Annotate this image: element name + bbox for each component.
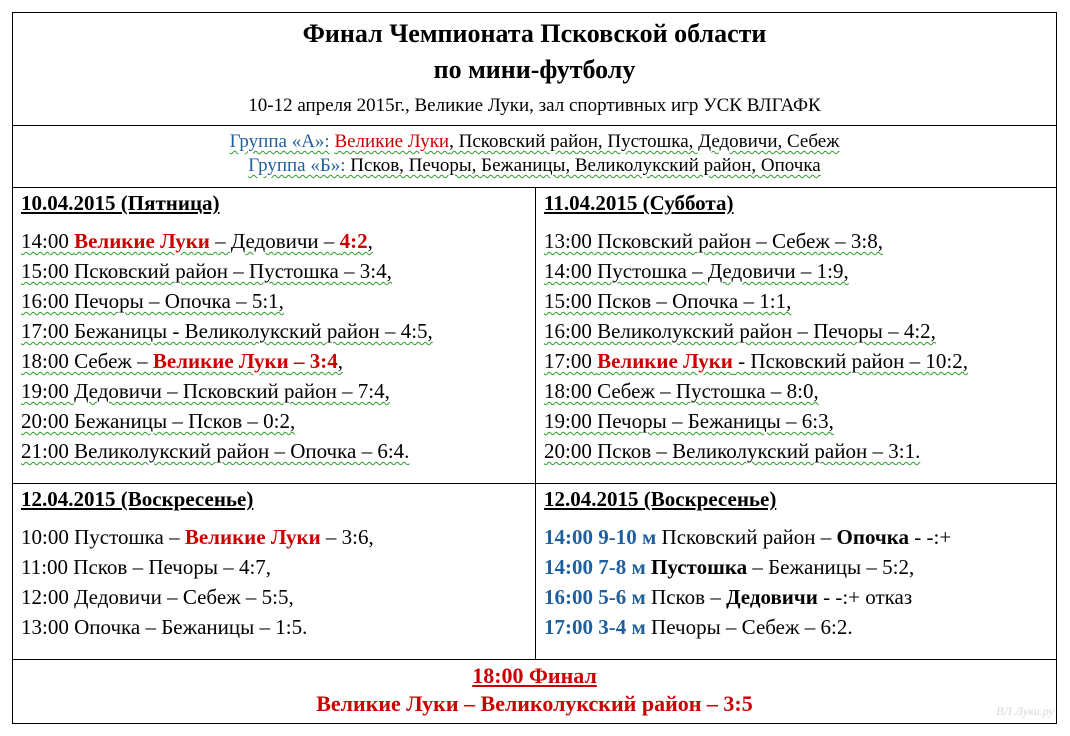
match-row: 12:00 Дедовичи – Себеж – 5:5, xyxy=(21,585,294,609)
column-divider xyxy=(535,187,536,659)
match-row: 14:00 Пустошка – Дедовичи – 1:9, xyxy=(544,259,849,283)
day2-block xyxy=(544,191,968,466)
match-row: 15:00 Псковский район – Пустошка – 3:4, xyxy=(21,259,392,283)
day3-date: 12.04.2015 (Воскресенье) xyxy=(21,487,254,511)
match-row: 15:00 Псков – Опочка – 1:1, xyxy=(544,289,792,313)
day4-block xyxy=(544,487,951,642)
group-a-line xyxy=(13,131,1056,153)
schedule-document xyxy=(12,12,1057,724)
match-row: 18:00 Себеж – Пустошка – 8:0, xyxy=(544,379,819,403)
final-time: 18:00 Финал xyxy=(472,663,597,688)
divider xyxy=(13,659,1056,660)
day4-date: 12.04.2015 (Воскресенье) xyxy=(544,487,777,511)
match-row: 18:00 Себеж – Великие Луки – 3:4, xyxy=(21,349,343,373)
match-row: 16:00 Печоры – Опочка – 5:1, xyxy=(21,289,284,313)
group-a-highlight: Великие Луки xyxy=(334,131,450,152)
match-row: 21:00 Великолукский район – Опочка – 6:4. xyxy=(21,439,410,463)
title-line-2: по мини-футболу xyxy=(433,55,636,84)
divider xyxy=(13,125,1056,126)
match-row: 17:00 3-4 м Печоры – Себеж – 6:2. xyxy=(544,615,853,639)
match-row: 14:00 Великие Луки – Дедовичи – 4:2, xyxy=(21,229,373,253)
group-b-teams: Псков, Печоры, Бежаницы, Великолукский район, Опочка xyxy=(345,155,821,176)
match-row: 17:00 Бежаницы - Великолукский район – 4:5, xyxy=(21,319,433,343)
group-b-label: Группа «Б»: xyxy=(248,155,346,176)
day1-date: 10.04.2015 (Пятница) xyxy=(21,191,220,215)
group-a-label: Группа «А»: xyxy=(229,131,330,152)
group-a-teams: , Псковский район, Пустошка, Дедовичи, Себеж xyxy=(449,131,840,152)
match-row: 20:00 Бежаницы – Псков – 0:2, xyxy=(21,409,296,433)
match-row: 13:00 Псковский район – Себеж – 3:8, xyxy=(544,229,883,253)
match-row: 14:00 7-8 м Пустошка – Бежаницы – 5:2, xyxy=(544,555,915,579)
day2-date: 11.04.2015 (Суббота) xyxy=(544,191,734,215)
match-row: 19:00 Дедовичи – Псковский район – 7:4, xyxy=(21,379,390,403)
watermark: ВЛ Луки.ру xyxy=(996,704,1054,718)
subtitle: 10-12 апреля 2015г., Великие Луки, зал спортивных игр УСК ВЛГАФК xyxy=(248,95,821,116)
title-line-1: Финал Чемпионата Псковской области xyxy=(302,19,767,48)
day3-block xyxy=(21,487,374,642)
match-row: 11:00 Псков – Печоры – 4:7, xyxy=(21,555,272,579)
match-row: 13:00 Опочка – Бежаницы – 1:5. xyxy=(21,615,308,639)
day1-block xyxy=(21,191,433,466)
match-row: 17:00 Великие Луки - Псковский район – 10:2, xyxy=(544,349,968,373)
match-row: 10:00 Пустошка – Великие Луки – 3:6, xyxy=(21,525,374,549)
match-row: 20:00 Псков – Великолукский район – 3:1. xyxy=(544,439,921,463)
match-row: 19:00 Печоры – Бежаницы – 6:3, xyxy=(544,409,834,433)
match-row: 16:00 Великолукский район – Печоры – 4:2, xyxy=(544,319,936,343)
match-row: 16:00 5-6 м Псков – Дедовичи - -:+ отказ xyxy=(544,585,913,609)
match-row: 14:00 9-10 м Псковский район – Опочка - -:+ xyxy=(544,525,952,549)
group-b-line xyxy=(13,155,1056,177)
divider xyxy=(13,483,1056,484)
final-match: Великие Луки – Великолукский район – 3:5 xyxy=(316,691,753,716)
